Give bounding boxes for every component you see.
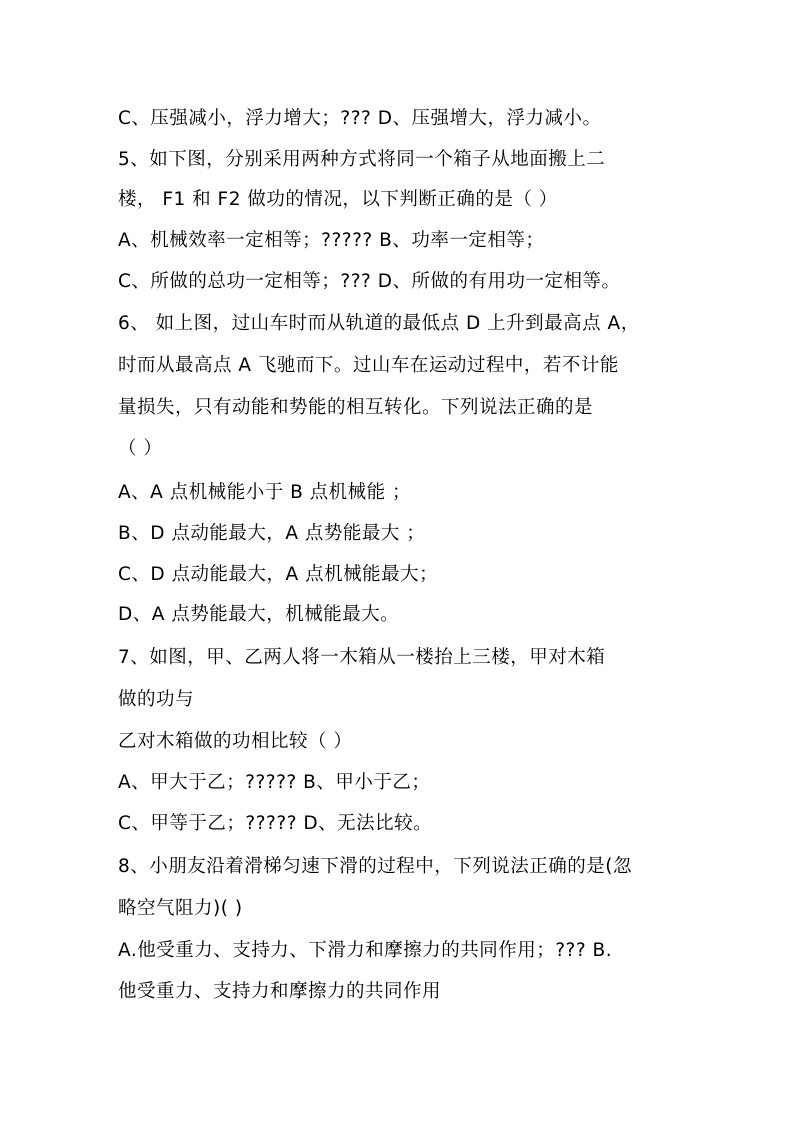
text-line: 楼， F1 和 F2 做功的情况，以下判断正确的是（ ） (118, 189, 558, 210)
text-line: 8、小朋友沿着滑梯匀速下滑的过程中，下列说法正确的是(忽 (118, 856, 632, 877)
text-line: A、A 点机械能小于 B 点机械能 ； (118, 482, 412, 503)
text-line: C、压强减小，浮力增大；??? D、压强增大，浮力减小。 (118, 108, 602, 129)
text-line: C、所做的总功一定相等；??? D、所做的有用功一定相等。 (118, 271, 621, 292)
text-line: 6、 如上图，过山车时而从轨道的最低点 D 上升到最高点 A， (118, 313, 640, 334)
text-line: 乙对木箱做的功相比较（ ） (118, 731, 353, 752)
text-line: A、机械效率一定相等；????? B、功率一定相等； (118, 230, 545, 251)
text-line: 量损失，只有动能和势能的相互转化。下列说法正确的是 (118, 397, 594, 418)
text-line: A、甲大于乙；????? B、甲小于乙； (118, 772, 431, 793)
text-line: C、D 点动能最大，A 点机械能最大； (118, 564, 439, 585)
text-line: 5、如下图，分别采用两种方式将同一个箱子从地面搬上二 (118, 149, 606, 170)
text-line: 略空气阻力)( ) (118, 898, 243, 919)
text-line: 7、如图，甲、乙两人将一木箱从一楼抬上三楼，甲对木箱 (118, 647, 606, 668)
text-line: （ ） (118, 438, 163, 459)
text-line: 时而从最高点 A 飞驰而下。过山车在运动过程中，若不计能 (118, 355, 619, 376)
text-line: D、A 点势能最大，机械能最大。 (118, 604, 400, 625)
text-line: 他受重力、支持力和摩擦力的共同作用 (118, 981, 442, 1002)
text-line: B、D 点动能最大，A 点势能最大 ； (118, 523, 426, 544)
text-line: A.他受重力、支持力、下滑力和摩擦力的共同作用；??? B. (118, 940, 613, 961)
text-line: C、甲等于乙；????? D、无法比较。 (118, 813, 433, 834)
text-line: 做的功与 (118, 689, 195, 710)
